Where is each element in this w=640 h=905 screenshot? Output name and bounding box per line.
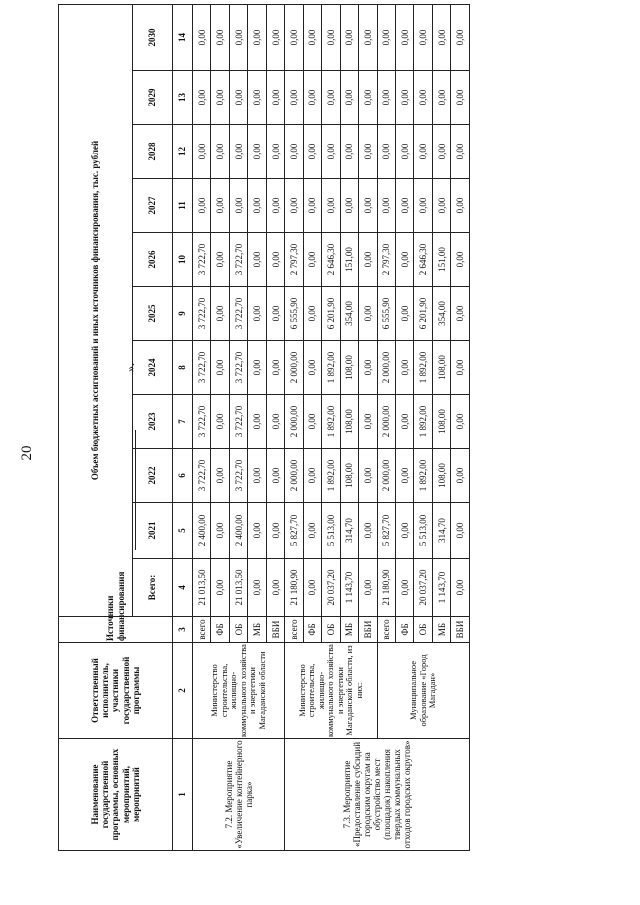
value-cell: 0,00 bbox=[322, 71, 340, 125]
value-cell: 0,00 bbox=[359, 449, 377, 503]
value-cell: 0,00 bbox=[414, 179, 432, 233]
header-year: 2027 bbox=[133, 179, 173, 233]
value-cell: 0,00 bbox=[377, 179, 395, 233]
measure-name-cell: 7.2. Мероприятие «Увеличение контейнерного парка» bbox=[193, 739, 285, 851]
header-sources: Источники финансирования bbox=[59, 617, 173, 643]
header-col-number: 3 bbox=[173, 617, 193, 643]
value-cell: 21 180,90 bbox=[285, 559, 303, 617]
value-cell: 21 013,50 bbox=[229, 559, 247, 617]
value-cell: 0,00 bbox=[248, 559, 266, 617]
value-cell: 2 797,30 bbox=[377, 233, 395, 287]
value-cell: 2 646,30 bbox=[322, 233, 340, 287]
value-cell: 2 000,00 bbox=[285, 341, 303, 395]
value-cell: 0,00 bbox=[248, 449, 266, 503]
value-cell: 3 722,70 bbox=[193, 233, 211, 287]
value-cell: 0,00 bbox=[414, 71, 432, 125]
header-col-number: 6 bbox=[173, 449, 193, 503]
value-cell: 151,00 bbox=[432, 233, 450, 287]
value-cell: 0,00 bbox=[211, 71, 229, 125]
header-year: 2030 bbox=[133, 4, 173, 70]
value-cell: 314,70 bbox=[340, 503, 358, 559]
value-cell: 0,00 bbox=[211, 4, 229, 70]
value-cell: 0,00 bbox=[266, 395, 284, 449]
value-cell: 3 722,70 bbox=[229, 287, 247, 341]
header-year: 2025 bbox=[133, 287, 173, 341]
value-cell: 0,00 bbox=[266, 559, 284, 617]
value-cell: 0,00 bbox=[377, 125, 395, 179]
value-cell: 6 555,90 bbox=[285, 287, 303, 341]
value-cell: 0,00 bbox=[266, 287, 284, 341]
value-cell: 1 143,70 bbox=[432, 559, 450, 617]
value-cell: 0,00 bbox=[303, 233, 321, 287]
value-cell: 0,00 bbox=[395, 125, 413, 179]
value-cell: 0,00 bbox=[285, 71, 303, 125]
value-cell: 0,00 bbox=[285, 179, 303, 233]
value-cell: 0,00 bbox=[395, 449, 413, 503]
header-col-number: 1 bbox=[173, 739, 193, 851]
value-cell: 0,00 bbox=[248, 71, 266, 125]
value-cell: 354,00 bbox=[432, 287, 450, 341]
value-cell: 0,00 bbox=[451, 71, 470, 125]
value-cell: 0,00 bbox=[359, 503, 377, 559]
header-volume: Объем бюджетных ассигнований и иных источников финансирования, тыс. рублей bbox=[59, 4, 133, 616]
value-cell: 0,00 bbox=[248, 287, 266, 341]
source-cell: всего bbox=[377, 617, 395, 643]
value-cell: 20 037,20 bbox=[414, 559, 432, 617]
value-cell: 6 201,90 bbox=[322, 287, 340, 341]
value-cell: 0,00 bbox=[303, 559, 321, 617]
value-cell: 0,00 bbox=[395, 179, 413, 233]
value-cell: 0,00 bbox=[359, 4, 377, 70]
value-cell: 0,00 bbox=[451, 449, 470, 503]
value-cell: 0,00 bbox=[211, 179, 229, 233]
value-cell: 354,00 bbox=[340, 287, 358, 341]
value-cell: 0,00 bbox=[303, 503, 321, 559]
value-cell: 0,00 bbox=[193, 125, 211, 179]
value-cell: 5 827,70 bbox=[285, 503, 303, 559]
value-cell: 0,00 bbox=[303, 449, 321, 503]
value-cell: 3 722,70 bbox=[193, 341, 211, 395]
header-col-number: 5 bbox=[173, 503, 193, 559]
source-cell: ФБ bbox=[303, 617, 321, 643]
value-cell: 151,00 bbox=[340, 233, 358, 287]
header-year: 2029 bbox=[133, 71, 173, 125]
value-cell: 0,00 bbox=[340, 71, 358, 125]
value-cell: 0,00 bbox=[359, 341, 377, 395]
value-cell: 0,00 bbox=[266, 449, 284, 503]
source-cell: ФБ bbox=[395, 617, 413, 643]
value-cell: 0,00 bbox=[285, 4, 303, 70]
value-cell: 0,00 bbox=[266, 233, 284, 287]
value-cell: 1 892,00 bbox=[414, 341, 432, 395]
value-cell: 0,00 bbox=[303, 4, 321, 70]
value-cell: 0,00 bbox=[395, 287, 413, 341]
value-cell: 0,00 bbox=[193, 71, 211, 125]
responsible-cell: Муниципальное образование «Город Магадан» bbox=[377, 643, 469, 739]
value-cell: 0,00 bbox=[211, 395, 229, 449]
value-cell: 1 892,00 bbox=[322, 341, 340, 395]
value-cell: 0,00 bbox=[395, 4, 413, 70]
value-cell: 108,00 bbox=[340, 395, 358, 449]
value-cell: 0,00 bbox=[395, 503, 413, 559]
value-cell: 0,00 bbox=[248, 4, 266, 70]
value-cell: 0,00 bbox=[266, 341, 284, 395]
value-cell: 1 892,00 bbox=[414, 449, 432, 503]
value-cell: 0,00 bbox=[395, 341, 413, 395]
source-cell: ОБ bbox=[229, 617, 247, 643]
value-cell: 0,00 bbox=[211, 559, 229, 617]
value-cell: 2 000,00 bbox=[285, 395, 303, 449]
financing-table bbox=[58, 4, 470, 851]
value-cell: 0,00 bbox=[451, 233, 470, 287]
value-cell: 0,00 bbox=[395, 559, 413, 617]
value-cell: 0,00 bbox=[211, 125, 229, 179]
source-cell: МБ bbox=[340, 617, 358, 643]
value-cell: 0,00 bbox=[248, 233, 266, 287]
value-cell: 2 000,00 bbox=[377, 449, 395, 503]
header-col-number: 11 bbox=[173, 179, 193, 233]
value-cell: 21 180,90 bbox=[377, 559, 395, 617]
header-col-number: 9 bbox=[173, 287, 193, 341]
value-cell: 5 513,00 bbox=[322, 503, 340, 559]
value-cell: 2 000,00 bbox=[377, 341, 395, 395]
source-cell: ВБИ bbox=[451, 617, 470, 643]
value-cell: 0,00 bbox=[266, 71, 284, 125]
value-cell: 108,00 bbox=[432, 449, 450, 503]
value-cell: 0,00 bbox=[322, 4, 340, 70]
value-cell: 0,00 bbox=[359, 287, 377, 341]
value-cell: 0,00 bbox=[359, 125, 377, 179]
header-year: 2024 bbox=[133, 341, 173, 395]
table-row bbox=[377, 4, 395, 850]
source-cell: всего bbox=[285, 617, 303, 643]
source-cell: МБ bbox=[248, 617, 266, 643]
value-cell: 3 722,70 bbox=[193, 287, 211, 341]
header-year: 2023 bbox=[133, 395, 173, 449]
value-cell: 3 722,70 bbox=[193, 449, 211, 503]
value-cell: 0,00 bbox=[303, 341, 321, 395]
value-cell: 2 000,00 bbox=[285, 449, 303, 503]
value-cell: 0,00 bbox=[193, 179, 211, 233]
source-cell: всего bbox=[193, 617, 211, 643]
value-cell: 3 722,70 bbox=[193, 395, 211, 449]
value-cell: 3 722,70 bbox=[229, 395, 247, 449]
header-col-number: 12 bbox=[173, 125, 193, 179]
header-col-number: 14 bbox=[173, 4, 193, 70]
header-col-number: 4 bbox=[173, 559, 193, 617]
value-cell: 0,00 bbox=[359, 559, 377, 617]
value-cell: 0,00 bbox=[451, 559, 470, 617]
value-cell: 0,00 bbox=[229, 71, 247, 125]
value-cell: 108,00 bbox=[432, 341, 450, 395]
value-cell: 0,00 bbox=[340, 125, 358, 179]
value-cell: 0,00 bbox=[451, 125, 470, 179]
value-cell: 6 201,90 bbox=[414, 287, 432, 341]
value-cell: 0,00 bbox=[303, 395, 321, 449]
page-number: 20 bbox=[18, 445, 35, 461]
value-cell: 0,00 bbox=[432, 179, 450, 233]
value-cell: 0,00 bbox=[340, 179, 358, 233]
value-cell: 0,00 bbox=[451, 4, 470, 70]
value-cell: 20 037,20 bbox=[322, 559, 340, 617]
value-cell: 0,00 bbox=[211, 341, 229, 395]
header-col-number: 7 bbox=[173, 395, 193, 449]
value-cell: 0,00 bbox=[285, 125, 303, 179]
value-cell: 0,00 bbox=[377, 4, 395, 70]
value-cell: 0,00 bbox=[451, 179, 470, 233]
value-cell: 0,00 bbox=[395, 233, 413, 287]
value-cell: 0,00 bbox=[211, 449, 229, 503]
value-cell: 2 646,30 bbox=[414, 233, 432, 287]
value-cell: 0,00 bbox=[248, 503, 266, 559]
value-cell: 108,00 bbox=[432, 395, 450, 449]
value-cell: 0,00 bbox=[395, 71, 413, 125]
value-cell: 0,00 bbox=[322, 179, 340, 233]
value-cell: 0,00 bbox=[359, 395, 377, 449]
value-cell: 0,00 bbox=[193, 4, 211, 70]
value-cell: 0,00 bbox=[451, 287, 470, 341]
value-cell: 3 722,70 bbox=[229, 341, 247, 395]
header-col-number: 2 bbox=[173, 643, 193, 739]
value-cell: 1 892,00 bbox=[414, 395, 432, 449]
value-cell: 0,00 bbox=[248, 395, 266, 449]
header-year: 2022 bbox=[133, 449, 173, 503]
value-cell: 0,00 bbox=[229, 125, 247, 179]
value-cell: 0,00 bbox=[432, 71, 450, 125]
value-cell: 108,00 bbox=[340, 341, 358, 395]
header-responsible: Ответственный исполнитель, участники государственной программы bbox=[59, 643, 173, 739]
value-cell: 0,00 bbox=[322, 125, 340, 179]
value-cell: 21 013,50 bbox=[193, 559, 211, 617]
value-cell: 0,00 bbox=[451, 395, 470, 449]
value-cell: 0,00 bbox=[266, 4, 284, 70]
value-cell: 0,00 bbox=[359, 233, 377, 287]
header-year: 2021 bbox=[133, 503, 173, 559]
value-cell: 1 892,00 bbox=[322, 395, 340, 449]
source-cell: ОБ bbox=[322, 617, 340, 643]
value-cell: 0,00 bbox=[211, 503, 229, 559]
value-cell: 314,70 bbox=[432, 503, 450, 559]
rotated-table-wrapper bbox=[58, 5, 470, 851]
responsible-cell: Министерство строительства, жилищно-коммунального хозяйства и энергетики Магаданской области, из них: bbox=[285, 643, 377, 739]
value-cell: 0,00 bbox=[303, 287, 321, 341]
value-cell: 0,00 bbox=[266, 125, 284, 179]
value-cell: 0,00 bbox=[211, 287, 229, 341]
measure-name-cell: 7.3. Мероприятие «Предоставление субсидий городским округам на обустройство мест (площадок) накопления твердых коммунальных отходов городских округов» bbox=[285, 739, 470, 851]
value-cell: 0,00 bbox=[248, 179, 266, 233]
table-row bbox=[193, 4, 211, 850]
value-cell: 0,00 bbox=[266, 503, 284, 559]
source-cell: ФБ bbox=[211, 617, 229, 643]
value-cell: 0,00 bbox=[359, 179, 377, 233]
header-year: 2028 bbox=[133, 125, 173, 179]
value-cell: 0,00 bbox=[395, 395, 413, 449]
value-cell: 0,00 bbox=[248, 125, 266, 179]
value-cell: 1 892,00 bbox=[322, 449, 340, 503]
value-cell: 0,00 bbox=[303, 125, 321, 179]
value-cell: 0,00 bbox=[211, 233, 229, 287]
value-cell: 108,00 bbox=[340, 449, 358, 503]
value-cell: 2 400,00 bbox=[229, 503, 247, 559]
value-cell: 0,00 bbox=[414, 4, 432, 70]
value-cell: 1 143,70 bbox=[340, 559, 358, 617]
value-cell: 3 722,70 bbox=[229, 449, 247, 503]
value-cell: 0,00 bbox=[414, 125, 432, 179]
value-cell: 0,00 bbox=[451, 503, 470, 559]
value-cell: 2 400,00 bbox=[193, 503, 211, 559]
header-name: Наименование государственной программы, основных мероприятий, мероприятий bbox=[59, 739, 173, 851]
value-cell: 3 722,70 bbox=[229, 233, 247, 287]
value-cell: 0,00 bbox=[377, 71, 395, 125]
value-cell: 0,00 bbox=[303, 71, 321, 125]
value-cell: 2 000,00 bbox=[377, 395, 395, 449]
value-cell: 0,00 bbox=[340, 4, 358, 70]
header-col-number: 10 bbox=[173, 233, 193, 287]
value-cell: 0,00 bbox=[432, 125, 450, 179]
responsible-cell: Министерство строительства, жилищно-коммунального хозяйства и энергетики Магаданской области bbox=[193, 643, 285, 739]
header-total: Всего: bbox=[133, 559, 173, 617]
source-cell: МБ bbox=[432, 617, 450, 643]
source-cell: ОБ bbox=[414, 617, 432, 643]
header-col-number: 13 bbox=[173, 71, 193, 125]
table-row bbox=[285, 4, 303, 850]
header-year: 2026 bbox=[133, 233, 173, 287]
value-cell: 0,00 bbox=[229, 179, 247, 233]
value-cell: 0,00 bbox=[303, 179, 321, 233]
header-col-number: 8 bbox=[173, 341, 193, 395]
value-cell: 0,00 bbox=[266, 179, 284, 233]
end-mark: ». bbox=[123, 363, 137, 372]
value-cell: 5 513,00 bbox=[414, 503, 432, 559]
value-cell: 0,00 bbox=[451, 341, 470, 395]
value-cell: 0,00 bbox=[229, 4, 247, 70]
source-cell: ВБИ bbox=[359, 617, 377, 643]
value-cell: 2 797,30 bbox=[285, 233, 303, 287]
source-cell: ВБИ bbox=[266, 617, 284, 643]
value-cell: 0,00 bbox=[432, 4, 450, 70]
value-cell: 5 827,70 bbox=[377, 503, 395, 559]
value-cell: 6 555,90 bbox=[377, 287, 395, 341]
value-cell: 0,00 bbox=[248, 341, 266, 395]
value-cell: 0,00 bbox=[359, 71, 377, 125]
